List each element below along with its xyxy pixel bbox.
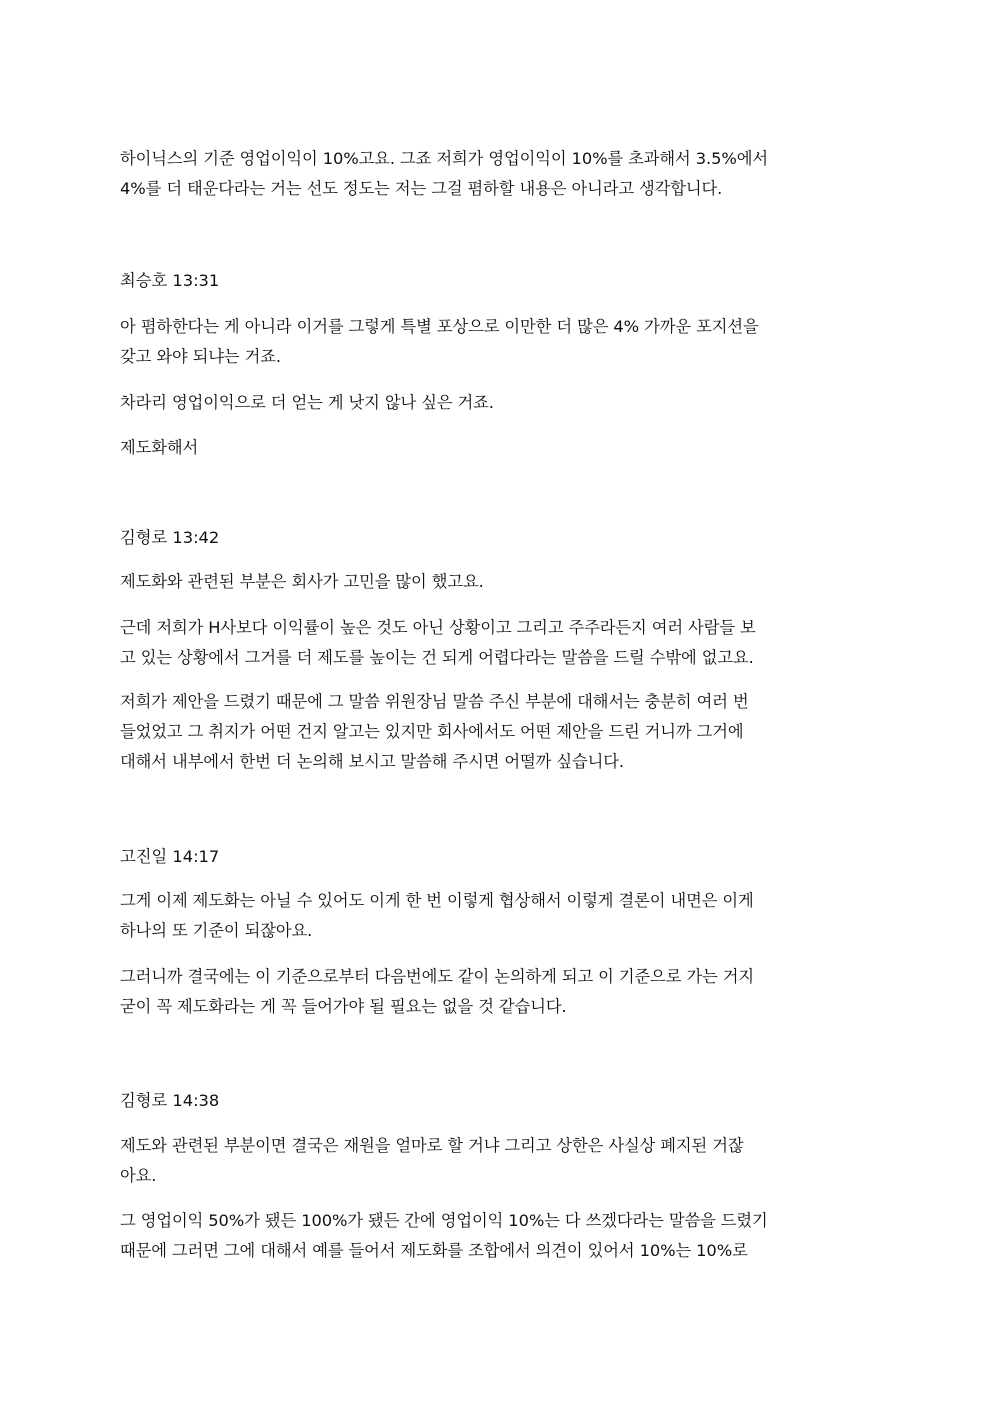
transcript-paragraph xyxy=(120,962,872,1022)
paragraph-line: 굳이 꼭 제도화라는 게 꼭 들어가야 될 필요는 없을 것 같습니다. xyxy=(120,997,567,1016)
paragraph-line: 제도와 관련된 부분이면 결국은 재원을 얼마로 할 거냐 그리고 상한은 사실상 폐지된 거잖 xyxy=(120,1136,744,1155)
paragraph-line: 대해서 내부에서 한번 더 논의해 보시고 말씀해 주시면 어떨까 싶습니다. xyxy=(120,752,624,771)
paragraph-line: 4%를 더 태운다라는 거는 선도 정도는 저는 그걸 폄하할 내용은 아니라고 생각합니다. xyxy=(120,179,723,198)
transcript-paragraph xyxy=(120,687,872,777)
paragraph-line: 들었었고 그 취지가 어떤 건지 알고는 있지만 회사에서도 어떤 제안을 드린 거니까 그거에 xyxy=(120,722,744,741)
paragraph-line: 저희가 제안을 드렸기 때문에 그 말씀 위원장님 말씀 주신 부분에 대해서는 충분히 여러 번 xyxy=(120,692,749,711)
transcript-paragraph xyxy=(120,433,872,463)
paragraph-line: 근데 저희가 H사보다 이익률이 높은 것도 아닌 상황이고 그리고 주주라든지 여러 사람들 보 xyxy=(120,618,756,637)
transcript-paragraph xyxy=(120,1206,872,1266)
paragraph-line: 그러니까 결국에는 이 기준으로부터 다음번에도 같이 논의하게 되고 이 기준으로 가는 거지 xyxy=(120,967,755,986)
paragraph-line: 고 있는 상황에서 그거를 더 제도를 높이는 건 되게 어렵다라는 말씀을 드릴 수밖에 없고요. xyxy=(120,648,754,667)
transcript-paragraph xyxy=(120,1131,872,1191)
paragraph-line: 그게 이제 제도화는 아닐 수 있어도 이게 한 번 이렇게 협상해서 이렇게 결론이 내면은 이게 xyxy=(120,891,754,910)
paragraph-line: 갖고 와야 되냐는 거죠. xyxy=(120,347,281,366)
transcript-paragraph xyxy=(120,388,872,418)
speaker-timestamp: 김형로 14:38 xyxy=(120,1091,220,1110)
paragraph-line: 제도화해서 xyxy=(120,438,199,457)
speaker-timestamp: 김형로 13:42 xyxy=(120,528,220,547)
paragraph-line: 아요. xyxy=(120,1166,157,1185)
paragraph-line: 때문에 그러면 그에 대해서 예를 들어서 제도화를 조합에서 의견이 있어서 10%는 10%로 xyxy=(120,1241,748,1260)
paragraph-line: 제도화와 관련된 부분은 회사가 고민을 많이 했고요. xyxy=(120,572,484,591)
transcript-paragraph xyxy=(120,886,872,946)
speaker-timestamp: 최승호 13:31 xyxy=(120,271,220,290)
transcript-paragraph xyxy=(120,144,872,204)
paragraph-line: 아 폄하한다는 게 아니라 이거를 그렇게 특별 포상으로 이만한 더 많은 4% 가까운 포지션을 xyxy=(120,317,759,336)
transcript-paragraph xyxy=(120,567,872,597)
paragraph-line: 차라리 영업이익으로 더 얻는 게 낫지 않나 싶은 거죠. xyxy=(120,393,494,412)
speaker-timestamp: 고진일 14:17 xyxy=(120,847,220,866)
transcript-paragraph xyxy=(120,312,872,372)
paragraph-line: 그 영업이익 50%가 됐든 100%가 됐든 간에 영업이익 10%는 다 쓰겠다라는 말씀을 드렸기 xyxy=(120,1211,768,1230)
paragraph-line: 하나의 또 기준이 되잖아요. xyxy=(120,921,313,940)
transcript-paragraph xyxy=(120,613,872,673)
paragraph-line: 하이닉스의 기준 영업이익이 10%고요. 그죠 저희가 영업이익이 10%를 초과해서 3.5%에서 xyxy=(120,149,768,168)
